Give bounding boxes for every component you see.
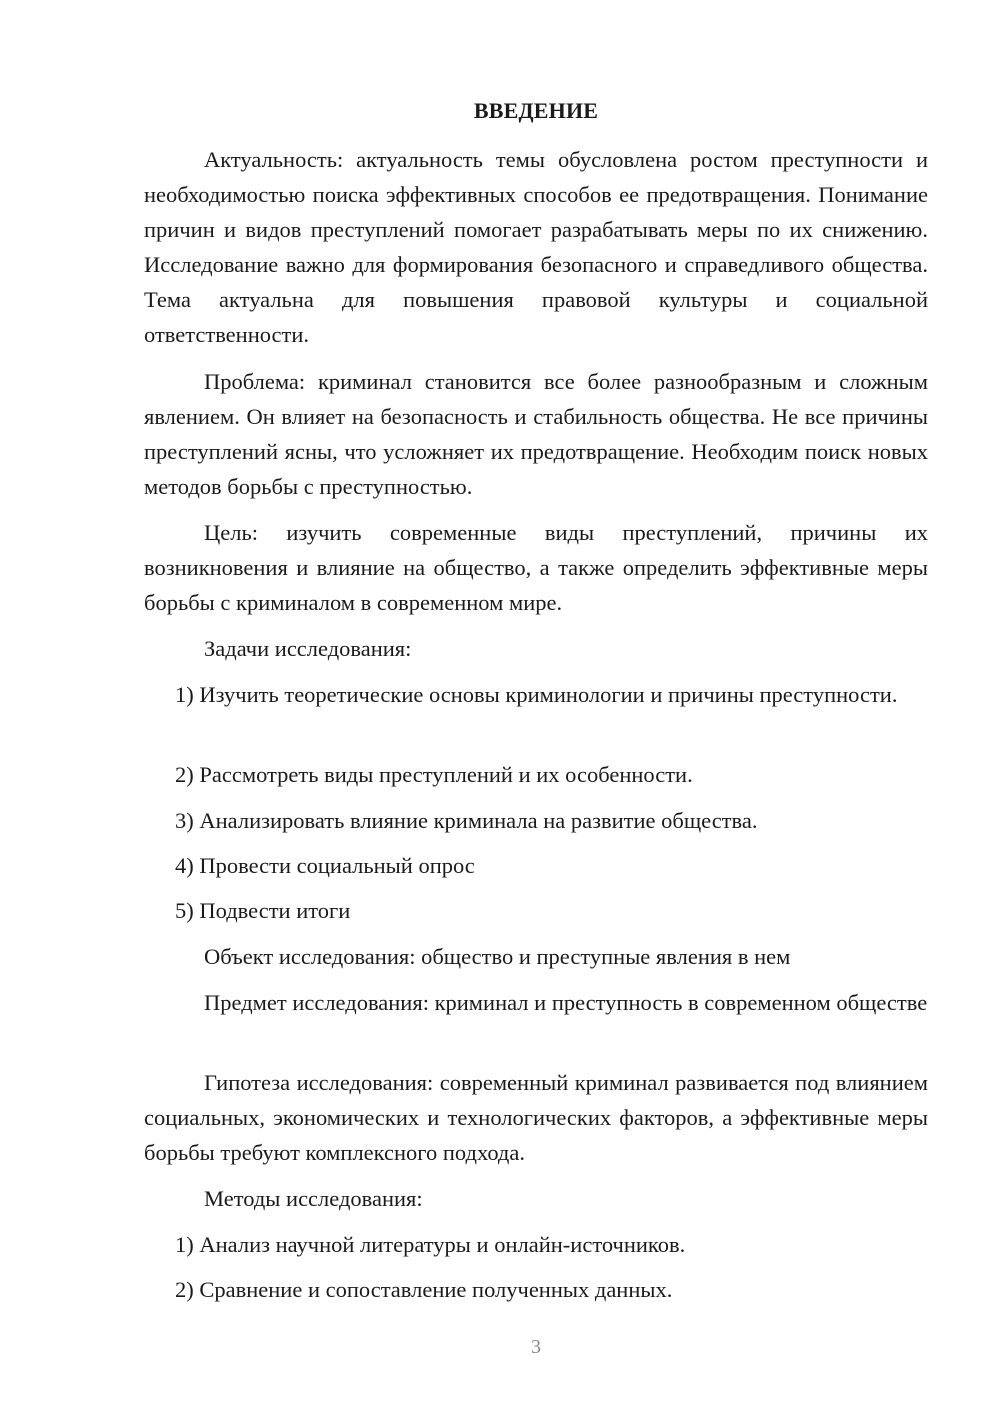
task-item-4: 4) Провести социальный опрос <box>175 853 475 878</box>
tasks-title: Задачи исследования: <box>204 636 412 661</box>
task-item-3: 3) Анализировать влияние криминала на развитие общества. <box>175 808 758 833</box>
document-page <box>144 0 928 1414</box>
task-item-5: 5) Подвести итоги <box>175 898 351 923</box>
method-item-1: 1) Анализ научной литературы и онлайн-источников. <box>175 1232 686 1257</box>
object-paragraph: Объект исследования: общество и преступные явления в нем <box>204 944 791 969</box>
subject-paragraph: Предмет исследования: криминал и преступность в современном обществе <box>204 990 928 1015</box>
page-title: ВВЕДЕНИЕ <box>473 98 599 123</box>
method-item-2: 2) Сравнение и сопоставление полученных данных. <box>175 1277 673 1302</box>
task-item-1: 1) Изучить теоретические основы криминологии и причины преступности. <box>175 682 898 707</box>
methods-title: Методы исследования: <box>204 1186 423 1211</box>
problem-paragraph: Проблема: криминал становится все более разнообразным и сложным явлением. Он влияет на безопасность и стабильность общества. Не все причины преступлений ясны, что усложняет их предотвращение. Необходим поиск новых методов борьбы с преступностью. <box>144 369 928 499</box>
relevance-paragraph: Актуальность: актуальность темы обусловлена ростом преступности и необходимостью поиска эффективных способов ее предотвращения. Понимание причин и видов преступлений помогает разрабатывать меры по их снижению. Исследование важно для формирования безопасного и справедливого общества. Тема актуальна для повышения правовой культуры и социальной ответственности. <box>144 147 928 347</box>
task-item-2: 2) Рассмотреть виды преступлений и их особенности. <box>175 762 693 787</box>
hypothesis-paragraph: Гипотеза исследования: современный криминал развивается под влиянием социальных, экономических и технологических факторов, а эффективные меры борьбы требуют комплексного подхода. <box>144 1070 928 1165</box>
page-number: 3 <box>531 1336 541 1358</box>
goal-paragraph: Цель: изучить современные виды преступлений, причины их возникновения и влияние на общество, а также определить эффективные меры борьбы с криминалом в современном мире. <box>144 520 928 615</box>
